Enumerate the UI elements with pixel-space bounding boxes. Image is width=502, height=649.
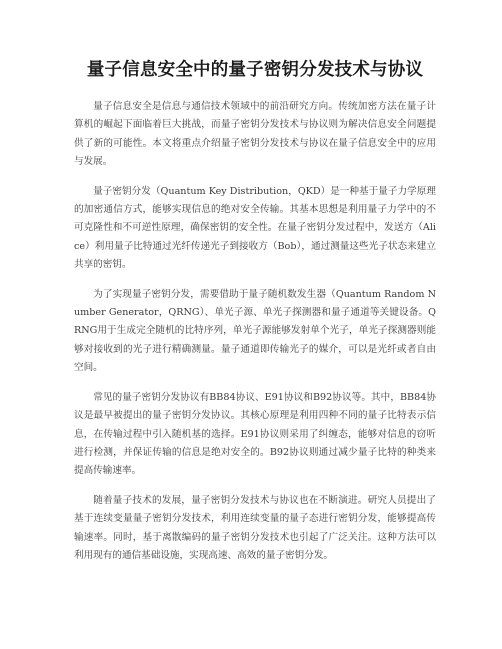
paragraph-qkd-development: 随着量子技术的发展，量子密钥分发技术与协议也在不断演进。研究人员提出了基于连续变量量子密钥分发技术，利用连续变量的量子态进行密钥分发，能够提高传输速率。同时，基于离散编码的量子密钥分发技术也引起了广泛关注。这种方法可以利用现有的通信基础设施，实现高速、高效的量子密钥分发。: [74, 494, 436, 561]
paragraph-qkd-protocols: 常见的量子密钥分发协议有BB84协议、E91协议和B92协议等。其中，BB84协议是最早被提出的量子密钥分发协议。其核心原理是利用四种不同的量子比特表示信息，在传输过程中引入随机基的选择。E91协议则采用了纠缠态，能够对信息的窃听进行检测，并保证传输的信息是绝对安全的。B92协议则通过减少量子比特的种类来提高传输速率。: [74, 391, 436, 477]
paragraph-qkd-devices: 为了实现量子密钥分发，需要借助于量子随机数发生器（Quantum Random Number Generator，QRNG）、单光子源、单光子探测器和量子通道等关键设备。QRNG用于生成完全随机的比特序列，单光子源能够发射单个光子，单光子探测器则能够对接收到的光子进行精确测量。量子通道即传输光子的媒介，可以是光纤或者自由空间。: [74, 288, 436, 374]
paragraph-qkd-definition: 量子密钥分发（Quantum Key Distribution，QKD）是一种基于量子力学原理的加密通信方式，能够实现信息的绝对安全传输。其基本思想是利用量子力学中的不可克隆性和不可逆性原理，确保密钥的安全性。在量子密钥分发过程中，发送方（Alice）利用量子比特通过光纤传递光子到接收方（Bob），通过测量这些光子状态来建立共享的密钥。: [74, 185, 436, 271]
paragraph-intro: 量子信息安全是信息与通信技术领域中的前沿研究方向。传统加密方法在量子计算机的崛起下面临着巨大挑战，而量子密钥分发技术与协议则为解决信息安全问题提供了新的可能性。本文将重点介绍量子密钥分发技术与协议在量子信息安全中的应用与发展。: [74, 101, 436, 168]
document-title: 量子信息安全中的量子密钥分发技术与协议: [86, 60, 424, 80]
